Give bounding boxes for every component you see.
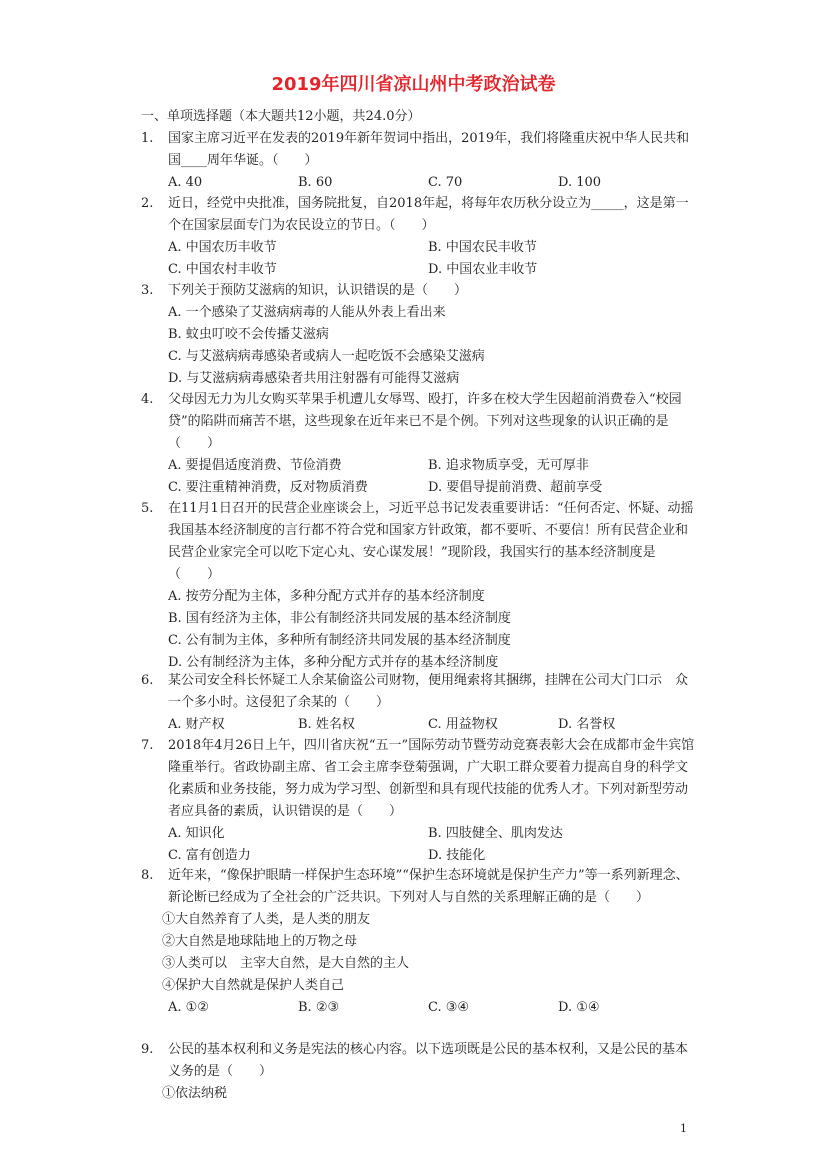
question-number: 5. (141, 501, 154, 516)
question-stem: 公民的基本权利和义务是宪法的核心内容。以下选项既是公民的基本权利，又是公民的基本义务的是（ ） (168, 1042, 689, 1079)
question-stem: 在11月1日召开的民营企业座谈会上，习近平总书记发表重要讲话：“任何否定、怀疑、动摇我国基本经济制度的言行都不符合党和国家方针政策，都不要听、不要信！所有民营企业和民营企业家完全可以吃下定心丸、安心谋发展！”现阶段，我国实行的基本经济制度是（ ） (168, 501, 694, 582)
option-d: D. 100 (558, 175, 602, 190)
statement-1: ①大自然养育了人类，是人类的朋友 (162, 912, 371, 927)
question-stem: 下列关于预防艾滋病的知识，认识错误的是（ ） (168, 283, 468, 298)
question-stem: 2018年4月26日上午，四川省庆祝“五一”国际劳动节暨劳动竞赛表彰大会在成都市金牛宾馆隆重举行。省政协副主席、省工会主席李登菊强调，广大职工群众要着力提高自身的科学文化素质和业务技能，努力成为学习型、创新型和具有现代技能的优秀人才。下列对新型劳动者应具备的素质，认识错误的是（ ） (168, 738, 695, 819)
statement-4: ④保护大自然就是保护人类自己 (162, 978, 345, 993)
question-number: 6. (141, 673, 154, 688)
option-b: B. 四肢健全、肌肉发达 (428, 826, 563, 841)
option-a: A. 40 (168, 175, 203, 190)
question-number: 7. (141, 738, 154, 753)
page-title: 2019年四川省凉山州中考政治试卷 (271, 74, 556, 95)
option-c: C. 公有制为主体，多种所有制经济共同发展的基本经济制度 (168, 633, 511, 648)
option-a: A. 要提倡适度消费、节俭消费 (168, 458, 342, 473)
question-9 (141, 1039, 696, 1105)
option-b: B. 姓名权 (298, 717, 355, 732)
question-7 (141, 735, 696, 867)
question-2 (141, 193, 696, 281)
option-b: B. 追求物质享受，无可厚非 (428, 458, 589, 473)
option-b: B. 中国农民丰收节 (428, 240, 537, 255)
question-stem: 某公司安全科长怀疑工人余某偷盗公司财物，便用绳索将其捆绑，挂牌在公司大门口示 众一个多小时。这侵犯了余某的（ ） (168, 673, 689, 710)
statement-2: ②大自然是地球陆地上的万物之母 (162, 934, 358, 949)
option-b: B. 60 (298, 175, 333, 190)
option-c: C. 用益物权 (428, 717, 498, 732)
question-number: 9. (141, 1042, 154, 1057)
question-1 (141, 128, 696, 194)
question-4 (141, 389, 696, 499)
question-3 (141, 280, 696, 390)
option-c: C. 与艾滋病病毒感染者或病人一起吃饭不会感染艾滋病 (168, 349, 485, 364)
question-6 (141, 670, 696, 736)
question-number: 8. (141, 868, 154, 883)
statement-1: ①依法纳税 (162, 1086, 228, 1101)
option-b: B. 蚊虫叮咬不会传播艾滋病 (168, 327, 329, 342)
option-d: D. 中国农业丰收节 (428, 262, 538, 277)
question-stem: 近年来，“像保护眼睛一样保护生态环境”“保护生态环境就是保护生产力”等一系列新理念、新论断已经成为了全社会的广泛共识。下列对人与自然的关系理解正确的是（ ） (168, 868, 689, 905)
option-c: C. 富有创造力 (168, 848, 251, 863)
question-5 (141, 498, 696, 674)
option-d: D. 名誉权 (558, 717, 616, 732)
question-stem: 近日，经党中央批准，国务院批复，自2018年起，将每年农历秋分设立为_____，这是第一个在国家层面专门为农民设立的节日。（ ） (168, 196, 689, 233)
option-b: B. ②③ (298, 1000, 340, 1015)
question-number: 2. (141, 196, 154, 211)
section-heading: 一、单项选择题（本大题共12小题，共24.0分） (141, 109, 421, 124)
option-a: A. 知识化 (168, 826, 225, 841)
option-d: D. 要倡导提前消费、超前享受 (428, 480, 603, 495)
question-number: 1. (141, 131, 154, 146)
option-a: A. 中国农历丰收节 (168, 240, 277, 255)
option-a: A. 一个感染了艾滋病病毒的人能从外表上看出来 (168, 305, 446, 320)
option-a: A. 财产权 (168, 717, 225, 732)
option-a: A. ①② (168, 1000, 209, 1015)
question-stem: 父母因无力为儿女购买苹果手机遭儿女辱骂、殴打，许多在校大学生因超前消费卷入“校园贷”的陷阱而痛苦不堪，这些现象在近年来已不是个例。下列对这些现象的认识正确的是（ ） (168, 392, 682, 451)
option-d: D. 与艾滋病病毒感染者共用注射器有可能得艾滋病 (168, 371, 460, 386)
option-c: C. 要注重精神消费，反对物质消费 (168, 480, 368, 495)
question-8 (141, 865, 696, 1019)
question-number: 4. (141, 392, 154, 407)
option-d: D. 技能化 (428, 848, 486, 863)
question-number: 3. (141, 283, 154, 298)
page-number: 1 (680, 1122, 687, 1135)
question-stem: 国家主席习近平在发表的2019年新年贺词中指出，2019年，我们将隆重庆祝中华人民共和国____周年华诞。（ ） (168, 131, 690, 168)
statement-3: ③人类可以 主宰大自然，是大自然的主人 (162, 956, 410, 971)
option-c: C. ③④ (428, 1000, 470, 1015)
option-b: B. 国有经济为主体，非公有制经济共同发展的基本经济制度 (168, 611, 511, 626)
option-d: D. 公有制经济为主体，多种分配方式并存的基本经济制度 (168, 655, 499, 670)
option-d: D. ①④ (558, 1000, 600, 1015)
option-c: C. 中国农村丰收节 (168, 262, 277, 277)
option-a: A. 按劳分配为主体，多种分配方式并存的基本经济制度 (168, 589, 485, 604)
option-c: C. 70 (428, 175, 463, 190)
